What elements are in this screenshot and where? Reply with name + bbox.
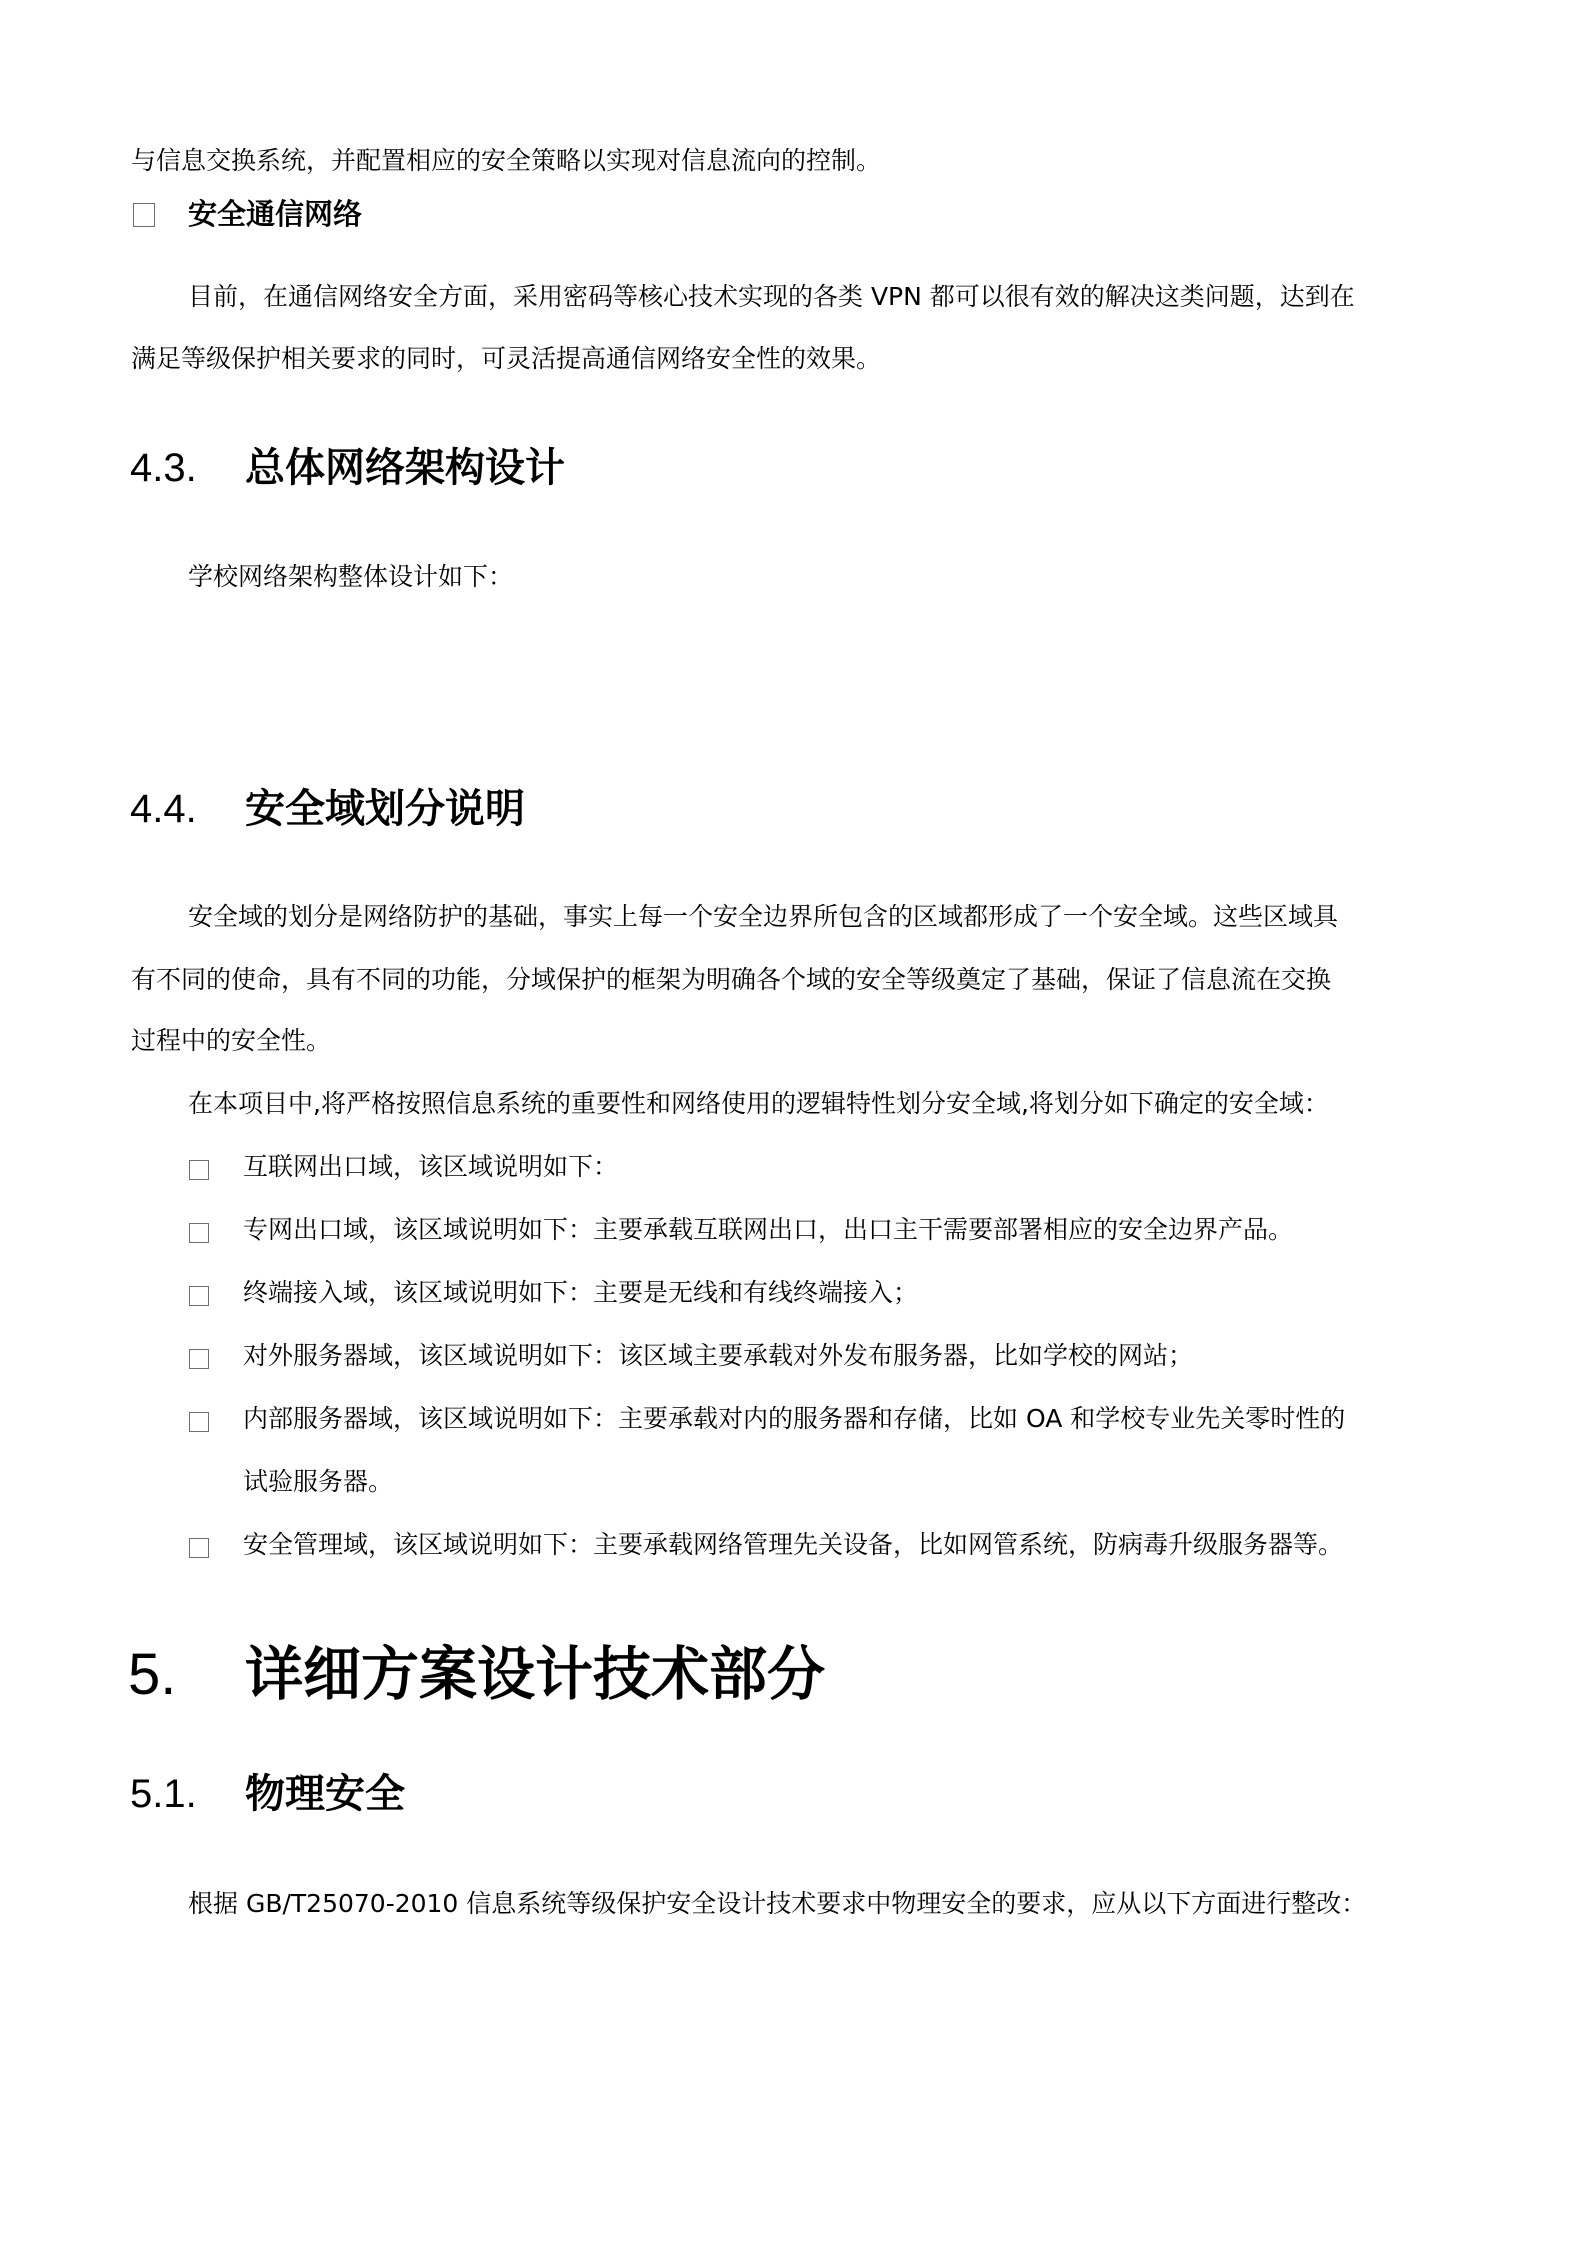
- checkbox-bullet-icon: [189, 1349, 209, 1369]
- heading-title: 详细方案设计技术部分: [245, 1640, 826, 1708]
- section-4-4-para2: 在本项目中,将严格按照信息系统的重要性和网络使用的逻辑特性划分安全域,将划分如下确定的安全域：: [188, 1089, 1329, 1118]
- heading-number: 5.: [128, 1642, 177, 1707]
- secure-comm-para-line1: 目前，在通信网络安全方面，采用密码等核心技术实现的各类 VPN 都可以很有效的解决这类问题，达到在: [188, 282, 1355, 311]
- section-4-4-para1-line2: 有不同的使命，具有不同的功能，分域保护的框架为明确各个域的安全等级奠定了基础，保证了信息流在交换: [131, 965, 1332, 994]
- intro-line: 与信息交换系统，并配置相应的安全策略以实现对信息流向的控制。: [131, 146, 882, 175]
- checkbox-bullet-icon: [189, 1538, 209, 1558]
- list-item: 内部服务器域，该区域说明如下：主要承载对内的服务器和存储，比如 OA 和学校专业先关零时性的: [243, 1404, 1346, 1433]
- heading-title: 安全域划分说明: [245, 786, 525, 832]
- list-item: 互联网出口域，该区域说明如下：: [243, 1152, 619, 1181]
- heading-title: 物理安全: [245, 1771, 405, 1817]
- list-item: 终端接入域，该区域说明如下：主要是无线和有线终端接入；: [243, 1278, 919, 1307]
- secure-comm-para-line2: 满足等级保护相关要求的同时，可灵活提高通信网络安全性的效果。: [131, 344, 882, 373]
- checkbox-bullet-icon: [133, 203, 155, 227]
- heading-title: 总体网络架构设计: [245, 445, 565, 491]
- checkbox-bullet-icon: [189, 1223, 209, 1243]
- list-item: 安全管理域，该区域说明如下：主要承载网络管理先关设备，比如网管系统，防病毒升级服务器等。: [243, 1530, 1344, 1559]
- list-item: 专网出口域，该区域说明如下：主要承载互联网出口，出口主干需要部署相应的安全边界产品。: [243, 1215, 1294, 1244]
- section-5-1-para: 根据 GB/T25070-2010 信息系统等级保护安全设计技术要求中物理安全的要求，应从以下方面进行整改：: [188, 1889, 1367, 1918]
- checkbox-bullet-icon: [189, 1160, 209, 1180]
- section-4-4-para1-line3: 过程中的安全性。: [131, 1026, 332, 1055]
- heading-4-4: [130, 785, 525, 833]
- list-item-continuation: 试验服务器。: [243, 1467, 394, 1496]
- heading-number: 4.3.: [130, 446, 197, 490]
- checkbox-bullet-icon: [189, 1286, 209, 1306]
- heading-5-1: [130, 1770, 405, 1818]
- heading-number: 5.1.: [130, 1772, 197, 1816]
- heading-4-3: [130, 444, 565, 492]
- checkbox-bullet-icon: [189, 1412, 209, 1432]
- subheading-secure-comm: 安全通信网络: [188, 197, 363, 231]
- section-4-4-para1-line1: 安全域的划分是网络防护的基础，事实上每一个安全边界所包含的区域都形成了一个安全域。这些区域具: [188, 902, 1339, 931]
- section-4-3-para: 学校网络架构整体设计如下：: [188, 562, 514, 591]
- heading-number: 4.4.: [130, 787, 197, 831]
- heading-chapter-5: [128, 1640, 825, 1709]
- list-item: 对外服务器域，该区域说明如下：该区域主要承载对外发布服务器，比如学校的网站；: [243, 1341, 1194, 1370]
